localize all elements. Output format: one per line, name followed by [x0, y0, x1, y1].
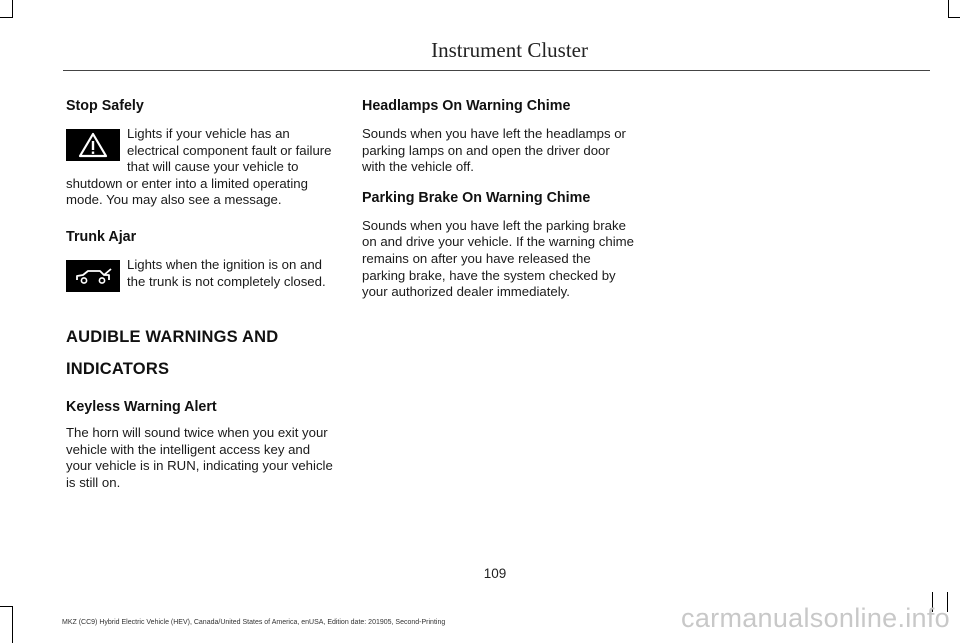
stop-safely-block	[66, 126, 338, 209]
crop-mark	[948, 0, 949, 18]
headlamps-text: Sounds when you have left the headlamps or parking lamps on and open the driver door with the vehicle off.	[362, 126, 626, 175]
trunk-ajar-heading: Trunk Ajar	[66, 228, 137, 245]
section-title	[66, 326, 338, 380]
stop-safely-text: Lights if your vehicle has an electrical component fault or failure that will cause your vehicle to shutdown or enter into a limited operating mode. You may also see a message.	[66, 126, 332, 208]
crop-mark	[0, 17, 13, 18]
footer-edition: MKZ (CC9) Hybrid Electric Vehicle (HEV), Canada/United States of America, enUSA, Edition date: 201905, Second-Printing	[62, 619, 446, 626]
warning-triangle-icon	[66, 129, 120, 161]
page-number: 109	[483, 566, 507, 581]
watermark: carmanualsonline.info	[681, 603, 950, 633]
trunk-ajar-icon	[66, 260, 120, 292]
crop-mark	[0, 606, 13, 607]
trunk-ajar-block	[66, 257, 338, 290]
stop-safely-heading: Stop Safely	[66, 98, 144, 114]
crop-mark	[12, 606, 13, 643]
keyless-heading: Keyless Warning Alert	[66, 399, 217, 416]
crop-mark	[12, 0, 13, 18]
trunk-ajar-text: Lights when the ignition is on and the trunk is not completely closed.	[127, 256, 326, 289]
keyless-text: The horn will sound twice when you exit your vehicle with the intelligent access key and your vehicle is in RUN, indicating your vehicle is still on.	[66, 425, 333, 490]
parking-brake-heading: Parking Brake On Warning Chime	[362, 189, 591, 206]
headlamps-heading: Headlamps On Warning Chime	[362, 98, 571, 114]
section-title-line2: INDICATORS	[66, 360, 170, 379]
header-rule	[63, 70, 930, 71]
section-title-line1: AUDIBLE WARNINGS AND	[66, 328, 279, 347]
page-header-title: Instrument Cluster	[431, 38, 588, 62]
parking-brake-text: Sounds when you have left the parking brake on and drive your vehicle. If the warning chime remains on after you have released the parking brake, have the system checked by your authorized dealer immediately.	[362, 217, 634, 300]
crop-mark	[948, 17, 960, 18]
right-column	[362, 96, 634, 301]
left-column	[66, 96, 338, 492]
